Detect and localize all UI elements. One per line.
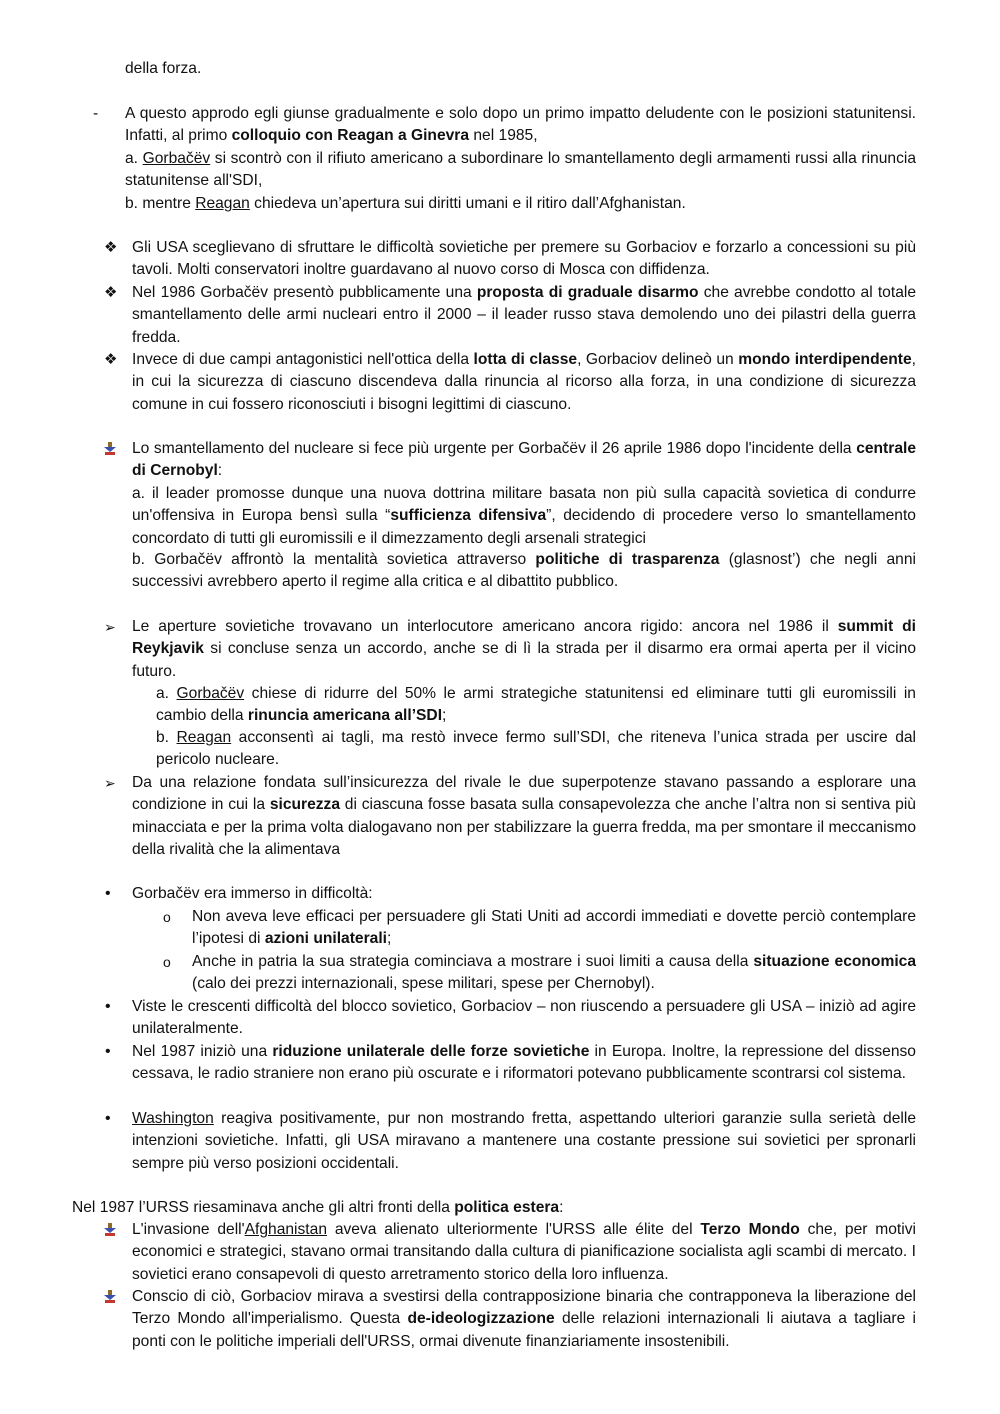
- text-run: Gli USA sceglievano di sfruttare le difficoltà sovietiche per premere su Gorbaciov e forzarlo a concessioni su più tavoli. Molti conservatori inoltre guardavano al nuovo corso di Mosca con diffidenza.: [132, 239, 916, 279]
- list-item-text: [132, 438, 916, 483]
- list-item-text: [132, 1219, 916, 1286]
- text-run: chiese di ridurre del 50% le armi strategiche statunitensi ed eliminare tutti gli euromissili in cambio della: [156, 685, 916, 725]
- bold-text: colloquio con Reagan a Ginevra: [231, 127, 470, 145]
- text-run: Nel 1986 Gorbačëv presentò pubblicamente una: [132, 284, 477, 301]
- sub-item-text: [156, 727, 916, 772]
- text-run: A questo approdo egli giunse gradualmente e solo dopo un primo impatto deludente con le posizioni statunitensi. Infatti, al primo: [125, 105, 916, 145]
- bold-text: mondo interdipendente: [738, 351, 912, 368]
- bold-text: politiche di trasparenza: [535, 551, 720, 568]
- text-run: che avrebbe condotto al totale smantellamento delle armi nucleari entro il 2000 – il leader russo stava demolendo uno dei pilastri della guerra fredda.: [132, 284, 917, 346]
- bold-text: politica estera: [454, 1199, 560, 1216]
- text-run: acconsentì ai tagli, ma restò invece fermo sull’SDI, che riteneva l’unica strada per uscire dal pericolo nucleare.: [156, 729, 916, 769]
- list-item-text: [132, 772, 916, 861]
- text-run: Da una relazione fondata sull’insicurezza del rivale le due superpotenze stavano passando a esplorare una condizione in cui la: [132, 774, 916, 814]
- text-run: Gorbačëv era immerso in difficoltà:: [132, 885, 373, 902]
- sub-item-b: [132, 549, 916, 594]
- text-run: reagiva positivamente, pur non mostrando fretta, aspettando ulteriori garanzie sulla serietà delle intenzioni sovietiche. Infatti, gli USA miravano a mantenere una costante pressione sui sovietici per spronarli sempre più verso posizioni occidentali.: [132, 1110, 916, 1172]
- arrow-flag-bullet-icon: [102, 442, 118, 456]
- sub-item-a: [156, 683, 916, 728]
- text-run: si scontrò con il rifiuto americano a subordinare lo smantellamento degli armamenti russi alla rinuncia statunitense all'SDI,: [125, 150, 916, 190]
- sub-item-text: [132, 549, 916, 594]
- bold-text: sicurezza: [269, 796, 341, 814]
- text-run: della forza.: [125, 60, 202, 77]
- bold-text: situazione economica: [753, 953, 917, 970]
- text-run: di ciascuna fosse basata sulla consapevolezza che anche l’altra non si sentiva più minacciata e per la prima volta dialogavano non per stabilizzare la guerra fredda, ma per smontare il meccanismo della rivalità che la alimentava: [132, 796, 916, 858]
- list-item-text: [192, 951, 916, 996]
- text-run: Invece di due campi antagonistici nell'ottica della: [132, 351, 474, 368]
- list-item-text: [132, 616, 916, 683]
- text-run: ;: [387, 930, 392, 948]
- text-run: b. mentre: [125, 195, 196, 212]
- text-run: Conscio di ciò, Gorbaciov mirava a svestirsi della contrapposizione binaria che contrapponeva la liberazione del Terzo Mondo all'imperialismo. Questa: [132, 1288, 916, 1328]
- text-run: si concluse senza un accordo, anche se di lì la strada per il disarmo era ormai aperta per il vicino futuro.: [132, 640, 916, 680]
- underlined-text: Gorbačëv: [176, 685, 245, 702]
- paragraph: [72, 1197, 922, 1219]
- sub-item-text: [125, 148, 916, 193]
- sub-item-a: [132, 483, 916, 550]
- diamond-bullet-icon: ❖: [104, 284, 118, 301]
- list-item-text: [132, 996, 916, 1041]
- text-run: che, per motivi economici e strategici, stavano ormai transitando dalla cultura di pianificazione socialista agli scambi di mercato. I sovietici erano consapevoli di questo arretramento storico della loro influenza.: [132, 1221, 916, 1283]
- text-run: Lo smantellamento del nucleare si fece più urgente per Gorbačëv il 26 aprile 1986 dopo l'incidente della: [132, 440, 857, 457]
- text-run: a.: [156, 685, 177, 702]
- underlined-text: Afghanistan: [244, 1221, 327, 1238]
- arrow-flag-bullet-icon: [102, 1290, 118, 1304]
- list-item-text: [132, 237, 916, 282]
- text-run: (calo dei prezzi internazionali, spese militari, spese per Chernobyl).: [192, 975, 655, 993]
- bold-text: Terzo Mondo: [700, 1221, 800, 1238]
- list-item-text: [132, 1041, 916, 1086]
- text-run: Nel 1987 l’URSS riesaminava anche gli altri fronti della: [72, 1199, 455, 1216]
- list-item-text: [132, 1108, 916, 1175]
- sub-item-b: [156, 727, 916, 772]
- underlined-text: Washington: [132, 1110, 214, 1127]
- text-run: a. il leader promosse dunque una nuova dottrina militare basata non più sulla capacità sovietica di condurre un'offensiva in Europa bensì sulla “: [132, 485, 916, 525]
- text-run: (glasnost’) che negli anni successivi avrebbero aperto il regime alla critica e al dibattito pubblico.: [132, 551, 916, 591]
- paragraph-text: [72, 1197, 922, 1219]
- diamond-bullet-icon: ❖: [104, 239, 118, 256]
- text-run: Anche in patria la sua strategia cominciava a mostrare i suoi limiti a causa della: [192, 953, 754, 970]
- bold-text: proposta di graduale disarmo: [476, 284, 699, 301]
- text-run: :: [559, 1199, 564, 1216]
- bold-text: summit di Reykjavik: [132, 618, 916, 658]
- arrow-bullet-icon: ➢: [104, 619, 116, 635]
- text-run: in Europa. Inoltre, la repressione del dissenso cessava, le radio straniere non erano più oscurate e i riformatori potevano pubblicamente scontrarsi col sistema.: [132, 1043, 916, 1083]
- text-run: Viste le crescenti difficoltà del blocco sovietico, Gorbaciov – non riuscendo a persuadere gli USA – iniziò ad agire unilateralmente.: [132, 998, 916, 1038]
- sub-item-b: [125, 193, 916, 215]
- text-run: nel 1985,: [469, 127, 538, 145]
- bullet-dot-icon: •: [105, 885, 111, 902]
- text-run: Non aveva leve efficaci per persuadere gli Stati Uniti ad accordi immediati e dovette perciò contemplare l’ipotesi di: [192, 908, 916, 948]
- sub-item-a: [125, 148, 916, 193]
- sub-item-text: [156, 683, 916, 728]
- sub-item-text: [125, 193, 916, 215]
- list-item-text: [125, 103, 916, 148]
- underlined-text: Reagan: [195, 195, 250, 212]
- text-run: , Gorbaciov delineò un: [577, 351, 739, 368]
- text-run: b.: [156, 729, 177, 746]
- arrow-bullet-icon: ➢: [104, 775, 116, 791]
- bold-text: centrale di Cernobyl: [132, 440, 916, 480]
- bold-text: sufficienza difensiva: [390, 507, 547, 525]
- paragraph: [125, 58, 915, 80]
- list-item-text: [192, 906, 916, 951]
- bullet-dot-icon: •: [105, 1043, 111, 1060]
- bullet-dot-icon: •: [105, 1110, 111, 1127]
- text-run: ”, decidendo di procedere verso lo smantellamento concordato di tutti gli euromissili e il dimezzamento degli arsenali strategici: [132, 507, 916, 547]
- bullet-dot-icon: •: [105, 998, 111, 1015]
- dash-marker: -: [93, 105, 99, 122]
- text-run: chiedeva un’apertura sui diritti umani e il ritiro dall’Afghanistan.: [249, 195, 686, 212]
- text-run: L'invasione dell': [132, 1221, 245, 1238]
- bold-text: de-ideologizzazione: [407, 1310, 555, 1328]
- text-run: Le aperture sovietiche trovavano un interlocutore americano ancora rigido: ancora nel 1986 il: [132, 618, 838, 635]
- diamond-bullet-icon: ❖: [104, 351, 118, 368]
- circle-bullet-icon: o: [163, 909, 171, 925]
- bold-text: azioni unilaterali: [264, 930, 387, 948]
- sub-item-text: [132, 483, 916, 550]
- text-run: ;: [442, 707, 447, 725]
- list-item-text: [132, 282, 916, 349]
- underlined-text: Gorbačëv: [142, 150, 211, 167]
- text-run: a.: [125, 150, 143, 167]
- paragraph-text: [125, 58, 915, 80]
- underlined-text: Reagan: [176, 729, 232, 746]
- text-run: Nel 1987 iniziò una: [132, 1043, 273, 1060]
- list-item-text: [132, 883, 916, 905]
- text-run: delle relazioni internazionali li aiutava a tagliare i ponti con le politiche imperiali dell'URSS, ormai divenute finanziariamente insostenibili.: [132, 1310, 916, 1350]
- bold-text: riduzione unilaterale delle forze sovietiche: [272, 1043, 590, 1060]
- text-run: , in cui la sicurezza di ciascuno discendeva dalla rinuncia al ricorso alla forza, in una condizione di sicurezza comune in cui fossero riconosciuti i bisogni legittimi di ciascuno.: [132, 351, 916, 413]
- arrow-flag-bullet-icon: [102, 1223, 118, 1237]
- text-run: :: [217, 462, 223, 480]
- text-run: aveva alienato ulteriormente l'URSS alle élite del: [327, 1221, 701, 1238]
- circle-bullet-icon: o: [163, 954, 171, 970]
- list-item-text: [132, 1286, 916, 1353]
- text-run: b. Gorbačëv affrontò la mentalità sovietica attraverso: [132, 551, 536, 568]
- list-item-text: [132, 349, 916, 416]
- bold-text: lotta di classe: [473, 351, 578, 368]
- bold-text: rinuncia americana all’SDI: [247, 707, 443, 725]
